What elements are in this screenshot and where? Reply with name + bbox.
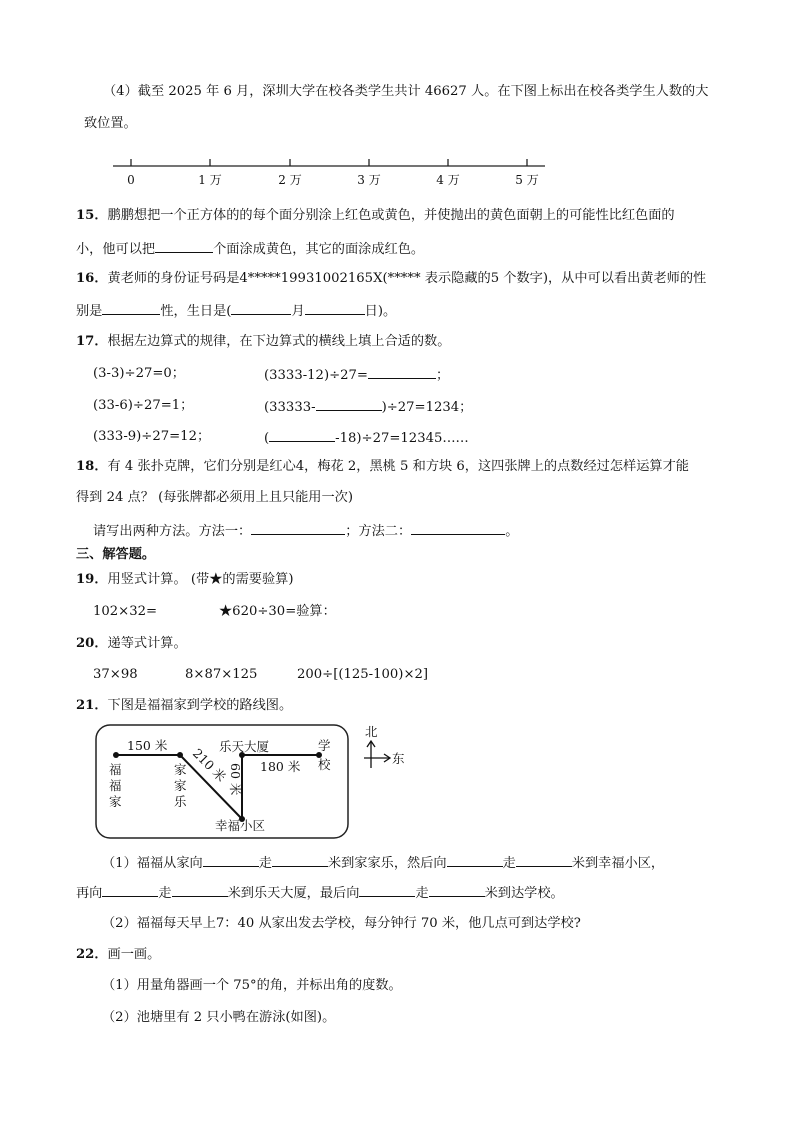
q21-part1-line1: （1）福福从家向 走 米到家家乐，然后向 走 米到幸福小区，	[102, 852, 664, 874]
answer-blank[interactable]	[359, 882, 415, 897]
q19-prompt: 19．用竖式计算。 (带★的需要验算)	[76, 572, 294, 587]
tick-label-3: 3 万	[357, 173, 381, 187]
answer-blank[interactable]	[269, 427, 335, 442]
q16-line2: 别是 性，生日是( 月 日)。	[76, 300, 396, 322]
tick-label-1: 1 万	[198, 173, 222, 187]
q21-number: 21．	[76, 698, 108, 713]
number-line	[100, 150, 560, 192]
q18-line1: 18．有 4 张扑克牌，它们分别是红心4，梅花 2，黑桃 5 和方块 6，这四张牌上的点数经过怎样运算才能	[76, 459, 689, 474]
tick-label-5: 5 万	[515, 173, 539, 187]
q14-4-line2: 致位置。	[84, 116, 137, 131]
q15-line1: 15．鹏鹏想把一个正方体的的每个面分别涂上红色或黄色，并使抛出的黄色面朝上的可能性比红色面的	[76, 208, 675, 223]
q14-4-line1: （4）截至 2025 年 6 月，深圳大学在校各类学生共计 46627 人。在下图上标出在校各类学生人数的大	[103, 84, 709, 99]
q19-calc-2: ★620÷30=验算：	[219, 604, 336, 619]
compass-east: 东	[392, 751, 405, 766]
distance-210: 210 米	[189, 745, 230, 785]
q20-calc-3: 200÷[(125-100)×2]	[297, 667, 429, 682]
answer-blank[interactable]	[203, 852, 259, 867]
q15-line2: 小，他可以把 个面涂成黄色，其它的面涂成红色。	[76, 238, 424, 260]
answer-blank[interactable]	[368, 364, 436, 379]
q17-right-1: (3333-12)÷27= ；	[264, 364, 449, 386]
svg-text:福: 福	[109, 762, 122, 777]
answer-blank[interactable]	[447, 852, 503, 867]
q15-number: 15．	[76, 208, 108, 223]
q22-prompt: 22．画一画。	[76, 947, 161, 962]
svg-text:学: 学	[318, 738, 331, 753]
answer-blank[interactable]	[155, 238, 213, 253]
label-xingfu-community: 幸福小区	[215, 818, 266, 833]
q19-number: 19．	[76, 572, 108, 587]
distance-150: 150 米	[127, 738, 168, 753]
compass-north: 北	[365, 724, 378, 739]
q20-calc-2: 8×87×125	[185, 667, 258, 682]
distance-180: 180 米	[260, 759, 301, 774]
answer-blank[interactable]	[429, 882, 485, 897]
q17-prompt: 17．根据左边算式的规律，在下边算式的横线上填上合适的数。	[76, 334, 451, 349]
q22-number: 22．	[76, 947, 108, 962]
svg-text:家: 家	[174, 762, 187, 777]
q17-number: 17．	[76, 334, 108, 349]
answer-blank[interactable]	[516, 852, 572, 867]
q17-right-2: (33333- )÷27=1234；	[264, 396, 472, 418]
distance-60: 60 米	[228, 763, 243, 796]
tick-label-0: 0	[127, 173, 135, 187]
compass-icon	[364, 741, 390, 768]
q19-calc-1: 102×32=	[93, 604, 158, 619]
answer-blank[interactable]	[411, 520, 505, 535]
label-letian-tower: 乐天大厦	[219, 739, 270, 754]
svg-text:家: 家	[109, 794, 122, 809]
svg-text:乐: 乐	[174, 794, 187, 809]
q18-line2: 得到 24 点？ (每张牌都必须用上且只能用一次)	[76, 490, 354, 505]
q17-left-2: (33-6)÷27=1；	[93, 398, 194, 413]
svg-text:校: 校	[318, 757, 331, 772]
label-jiajiale	[174, 762, 187, 809]
q22-part2: （2）池塘里有 2 只小鸭在游泳(如图)。	[102, 1010, 336, 1025]
svg-text:福: 福	[109, 778, 122, 793]
q16-line1: 16．黄老师的身份证号码是4*****19931002165X(***** 表示隐藏的5 个数字)，从中可以看出黄老师的性	[76, 271, 707, 286]
q22-part1: （1）用量角器画一个 75°的角，并标出角的度数。	[102, 978, 402, 993]
answer-blank[interactable]	[231, 300, 291, 315]
q21-part1-line2: 再向 走 米到乐天大厦，最后向 走 米到达学校。	[76, 882, 564, 904]
q18-line3: 请写出两种方法。方法一： ；方法二： 。	[93, 520, 518, 542]
answer-blank[interactable]	[251, 520, 345, 535]
answer-blank[interactable]	[272, 852, 328, 867]
q20-calc-1: 37×98	[93, 667, 138, 682]
answer-blank[interactable]	[172, 882, 228, 897]
route-map	[92, 722, 422, 842]
svg-text:家: 家	[174, 778, 187, 793]
answer-blank[interactable]	[316, 396, 382, 411]
section-heading: 三、解答题。	[76, 547, 156, 562]
q20-number: 20．	[76, 636, 108, 651]
tick-label-4: 4 万	[436, 173, 460, 187]
q17-left-3: (333-9)÷27=12；	[93, 429, 211, 444]
answer-blank[interactable]	[305, 300, 365, 315]
q18-number: 18．	[76, 459, 108, 474]
q17-right-3: ( -18)÷27=12345……	[264, 427, 469, 449]
answer-blank[interactable]	[102, 882, 158, 897]
q20-prompt: 20．递等式计算。	[76, 636, 187, 651]
q21-prompt: 21．下图是福福家到学校的路线图。	[76, 698, 293, 713]
answer-blank[interactable]	[102, 300, 160, 315]
tick-label-2: 2 万	[278, 173, 302, 187]
q16-number: 16．	[76, 271, 108, 286]
q21-part2: （2）福福每天早上7：40 从家出发去学校，每分钟行 70 米，他几点可到达学校?	[102, 916, 581, 931]
q17-left-1: (3-3)÷27=0；	[93, 366, 185, 381]
label-home	[109, 762, 122, 809]
